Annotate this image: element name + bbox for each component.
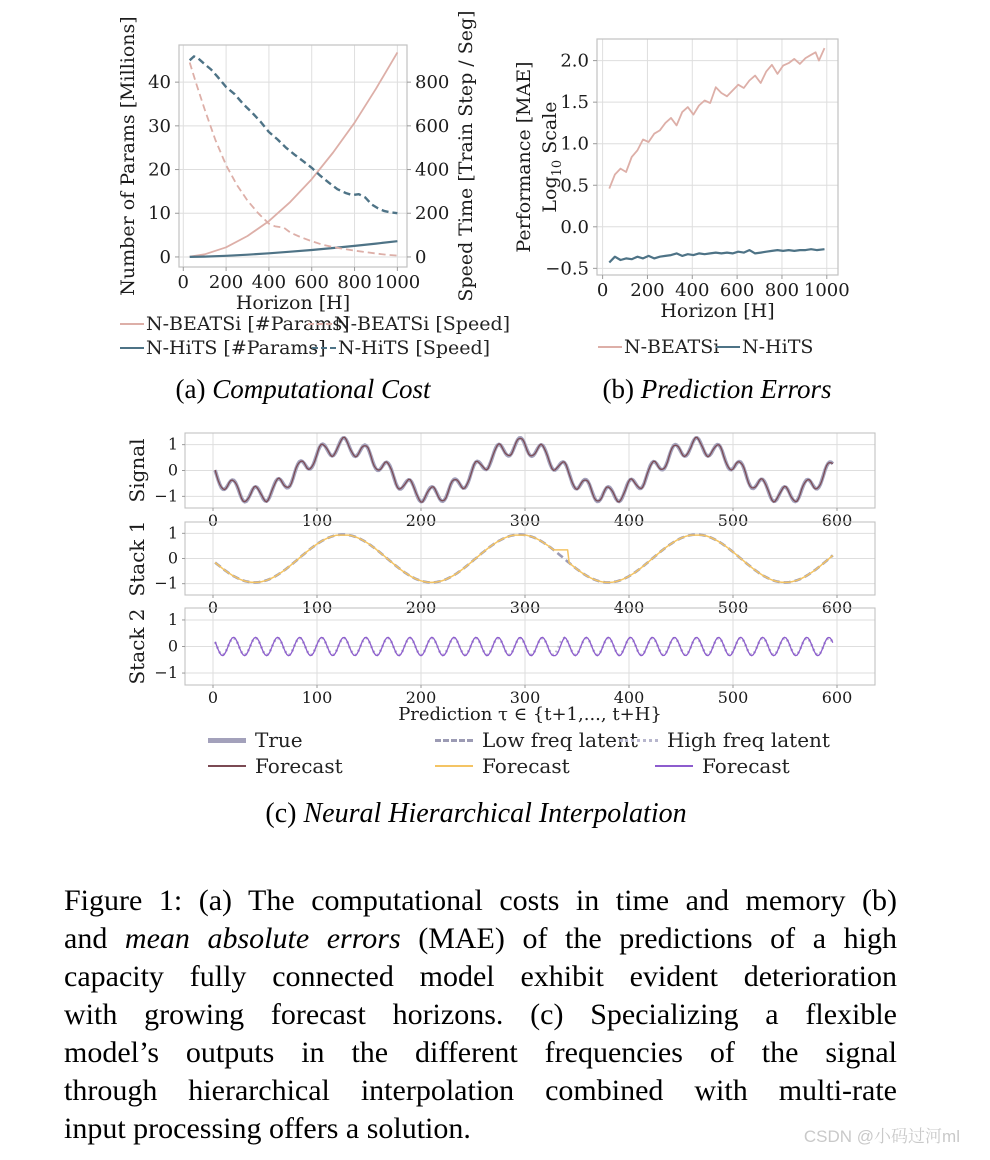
svg-text:200: 200	[405, 598, 437, 617]
legend-label: N-BEATSi [#Params]	[146, 313, 350, 335]
subcaption-c-prefix: (c)	[265, 798, 304, 829]
svg-text:800: 800	[337, 272, 372, 293]
svg-text:1000: 1000	[374, 272, 421, 293]
legend-label: Forecast	[482, 754, 570, 778]
svg-text:300: 300	[509, 598, 541, 617]
svg-text:600: 600	[821, 598, 853, 617]
svg-text:300: 300	[509, 511, 541, 530]
legend-computational-cost	[112, 310, 511, 362]
svg-text:10: 10	[148, 203, 171, 225]
subcaption-a	[176, 374, 431, 405]
legend-label: Forecast	[702, 754, 790, 778]
figure-caption-line: Figure 1: (a) The computational costs in time and memory (b)	[64, 884, 897, 917]
svg-text:2.0: 2.0	[560, 50, 589, 72]
subcaption-b	[603, 374, 832, 405]
svg-text:200: 200	[405, 688, 437, 707]
svg-text:0: 0	[167, 460, 178, 480]
watermark: CSDN @小码过河ml	[803, 1127, 960, 1146]
legend-label: Forecast	[255, 754, 343, 778]
svg-text:600: 600	[821, 511, 853, 530]
figure-caption-line: model’s outputs in the different frequencies of the signal	[64, 1036, 897, 1069]
legend-label: Low freq latent	[482, 728, 638, 752]
svg-text:200: 200	[405, 511, 437, 530]
svg-text:0.0: 0.0	[560, 216, 589, 238]
legend-line-sample	[716, 346, 740, 348]
chart-computational-cost	[108, 10, 498, 315]
legend-label: N-BEATSi [Speed]	[334, 313, 511, 335]
legend-item	[120, 337, 326, 359]
figure-caption-line: capacity fully connected model exhibit evident deterioration	[64, 960, 897, 993]
svg-text:20: 20	[148, 159, 171, 181]
legend-line-sample	[620, 739, 658, 742]
svg-text:Horizon [H]: Horizon [H]	[235, 292, 351, 314]
svg-text:400: 400	[613, 511, 645, 530]
legend-item	[598, 336, 719, 358]
legend-item	[312, 337, 490, 359]
svg-text:600: 600	[719, 280, 755, 301]
svg-text:1: 1	[167, 523, 178, 543]
svg-text:−1: −1	[154, 486, 178, 506]
svg-text:1.0: 1.0	[560, 133, 589, 155]
figure-caption-line: input processing offers a solution.	[64, 1112, 471, 1145]
legend-line-sample	[655, 765, 693, 767]
legend-label: High freq latent	[667, 728, 830, 752]
svg-text:500: 500	[717, 688, 749, 707]
svg-text:200: 200	[630, 280, 665, 301]
svg-text:Performance [MAE]: Performance [MAE]	[513, 61, 535, 253]
legend-item	[435, 754, 570, 778]
legend-line-sample	[435, 765, 473, 767]
legend-label: True	[255, 728, 303, 752]
legend-hierarchical-interpolation	[118, 726, 890, 782]
figure-caption-line: and mean absolute errors (MAE) of the predictions of a high	[64, 922, 897, 955]
svg-text:1: 1	[167, 609, 178, 629]
svg-text:100: 100	[301, 598, 333, 617]
subcaption-b-prefix: (b)	[602, 374, 641, 404]
svg-text:1.5: 1.5	[560, 92, 589, 114]
svg-text:0: 0	[207, 688, 219, 707]
svg-text:0.5: 0.5	[560, 175, 589, 197]
svg-text:100: 100	[301, 511, 333, 530]
svg-text:−1: −1	[154, 573, 178, 593]
svg-text:1000: 1000	[803, 280, 850, 301]
svg-text:600: 600	[294, 272, 329, 293]
legend-line-sample	[308, 323, 332, 325]
svg-text:30: 30	[148, 115, 171, 137]
legend-line-sample	[208, 738, 246, 743]
svg-text:200: 200	[415, 203, 450, 225]
svg-text:0: 0	[207, 511, 219, 530]
subcaption-a-prefix: (a)	[175, 374, 213, 404]
svg-text:500: 500	[717, 598, 749, 617]
svg-text:0: 0	[159, 246, 171, 268]
legend-line-sample	[208, 765, 246, 767]
svg-text:400: 400	[613, 688, 645, 707]
svg-text:0: 0	[596, 280, 609, 301]
svg-text:Stack 2: Stack 2	[125, 608, 149, 685]
svg-text:−1: −1	[154, 663, 178, 683]
svg-text:500: 500	[717, 511, 749, 530]
legend-line-sample	[598, 346, 622, 348]
legend-item	[716, 336, 813, 358]
legend-item	[308, 313, 510, 335]
figure-caption-line: with growing forecast horizons. (c) Specializing a flexible	[64, 998, 897, 1031]
svg-text:400: 400	[251, 272, 287, 293]
subcaption-c-title: Neural Hierarchical Interpolation	[303, 798, 687, 829]
legend-item	[208, 728, 303, 752]
svg-text:800: 800	[764, 280, 800, 301]
svg-text:0: 0	[177, 272, 190, 293]
svg-text:0: 0	[167, 636, 178, 656]
legend-item	[655, 754, 790, 778]
subcaption-a-title: Computational Cost	[212, 374, 431, 404]
legend-line-sample	[120, 347, 144, 349]
svg-text:40: 40	[148, 72, 171, 94]
figure-caption	[64, 882, 897, 1148]
legend-line-sample	[435, 739, 473, 742]
svg-text:400: 400	[415, 159, 450, 181]
svg-text:800: 800	[415, 72, 450, 94]
svg-text:600: 600	[415, 115, 450, 137]
chart-neural-hierarchical-interpolation	[118, 424, 890, 726]
legend-label: N-HiTS [#Params]	[146, 337, 326, 359]
svg-text:Log10 Scale: Log$_{10}$ Scale	[539, 101, 565, 213]
legend-label: N-HiTS	[742, 336, 814, 358]
svg-text:0: 0	[207, 598, 219, 617]
legend-item	[620, 728, 830, 752]
svg-text:300: 300	[509, 688, 541, 707]
svg-text:Prediction τ ∈ {t+1,..., t+H}: Prediction τ ∈ {t+1,..., t+H}	[398, 704, 662, 725]
svg-text:600: 600	[821, 688, 853, 707]
legend-prediction-errors	[598, 336, 918, 362]
figure-caption-line: through hierarchical interpolation combined with multi-rate	[64, 1074, 897, 1107]
svg-text:400: 400	[613, 598, 645, 617]
svg-text:0: 0	[415, 246, 427, 268]
svg-text:400: 400	[675, 280, 710, 301]
legend-label: N-BEATSi	[624, 336, 720, 358]
svg-text:Speed Time [Train Step / Seg]: Speed Time [Train Step / Seg]	[455, 10, 477, 302]
legend-line-sample	[120, 323, 144, 325]
legend-line-sample	[312, 347, 336, 349]
chart-prediction-errors	[508, 18, 933, 322]
legend-item	[208, 754, 343, 778]
legend-label: N-HiTS [Speed]	[338, 337, 491, 359]
svg-text:200: 200	[208, 272, 244, 293]
svg-text:100: 100	[301, 688, 333, 707]
svg-text:Signal: Signal	[125, 438, 149, 503]
svg-text:1: 1	[167, 434, 178, 454]
svg-text:Horizon [H]: Horizon [H]	[660, 300, 775, 322]
svg-text:−0.5: −0.5	[545, 258, 589, 280]
subcaption-c	[265, 798, 686, 830]
svg-text:Number of Params [Millions]: Number of Params [Millions]	[117, 16, 139, 296]
legend-item	[435, 728, 638, 752]
svg-text:Stack 1: Stack 1	[125, 520, 149, 597]
svg-text:0: 0	[167, 548, 178, 568]
subcaption-b-title: Prediction Errors	[640, 374, 832, 404]
